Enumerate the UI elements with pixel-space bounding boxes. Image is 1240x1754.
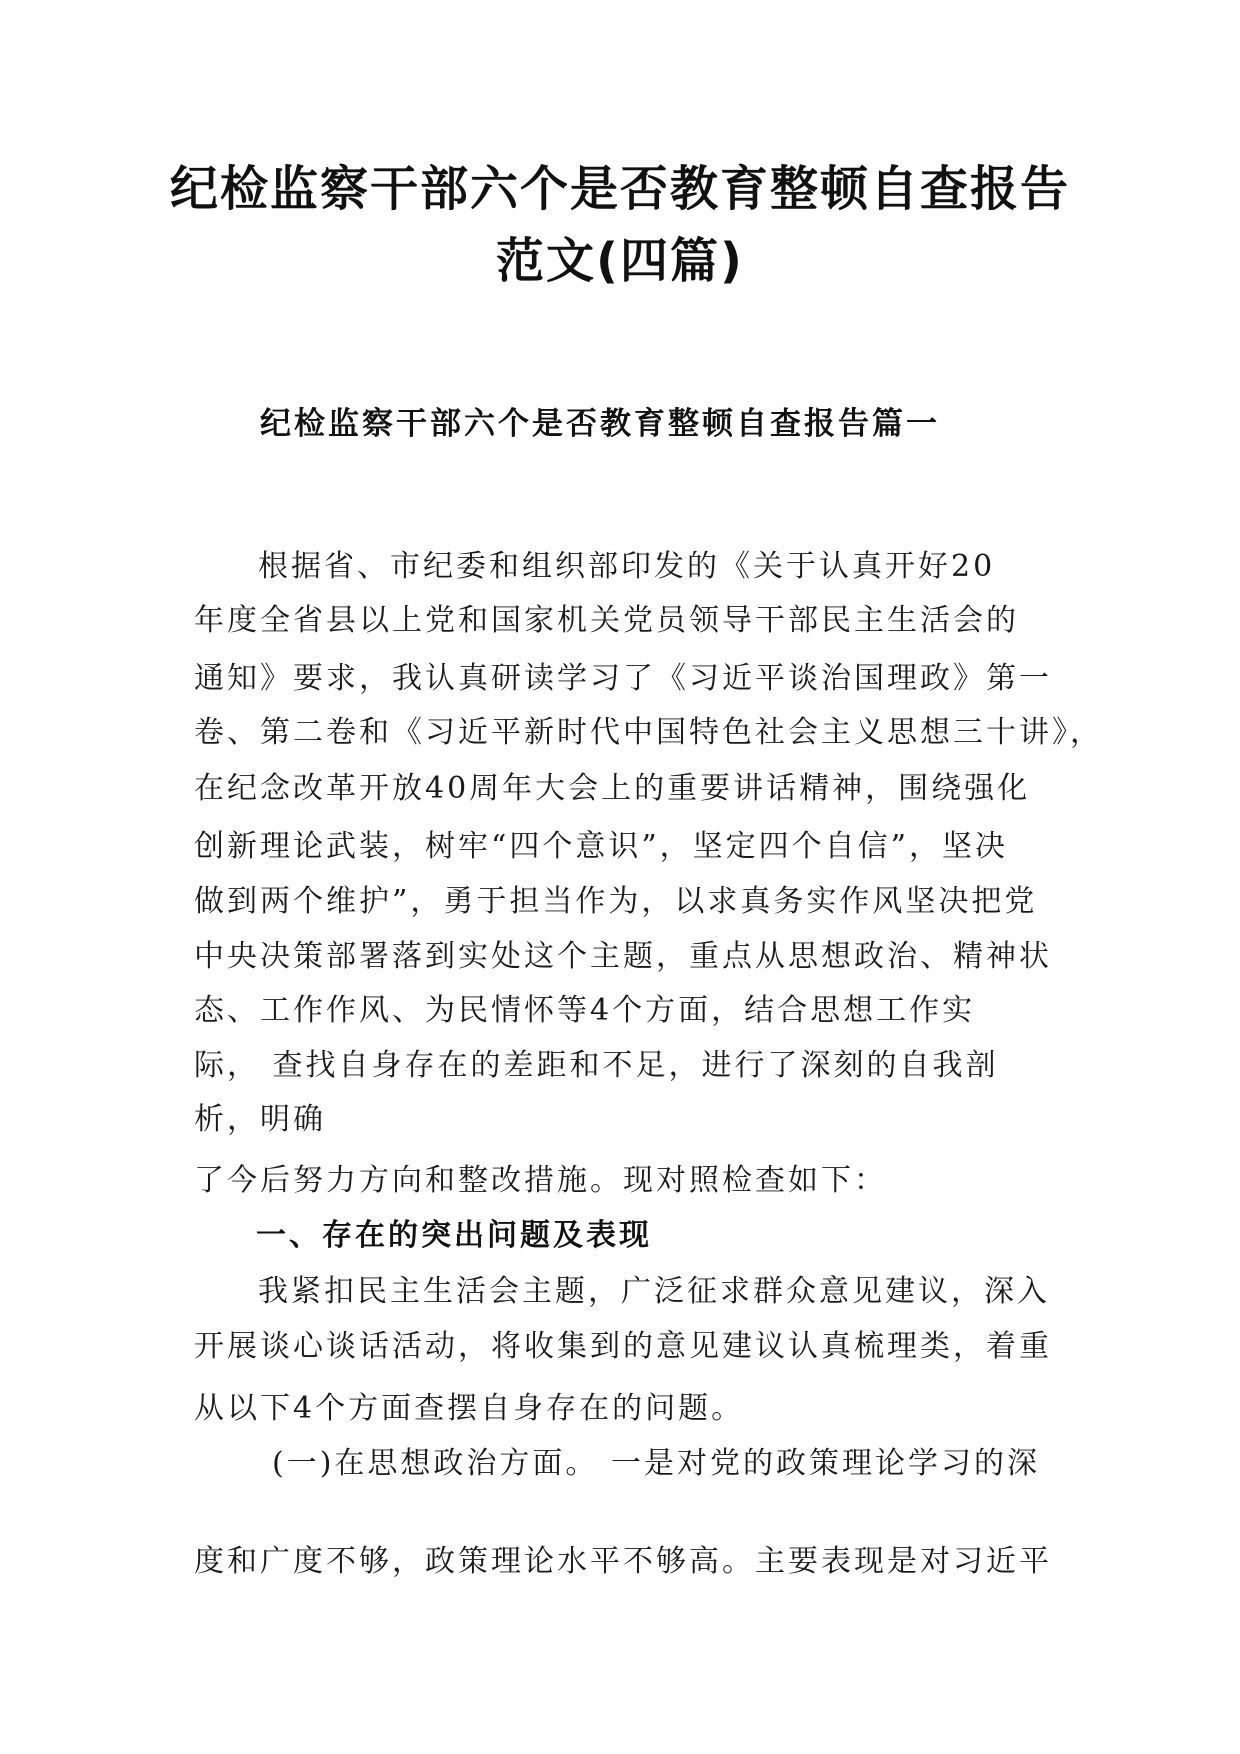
paragraph-line: 了今后努力方向和整改措施。现对照检查如下： — [194, 1163, 887, 1198]
paragraph-line: 我紧扣民主生活会主题，广泛征求群众意见建议，深入 — [258, 1274, 1050, 1309]
paragraph-line: 态、工作作风、为民情怀等4个方面，结合思想工作实 — [194, 993, 976, 1028]
paragraph-line: 年度全省县以上党和国家机关党员领导干部民主生活会的 — [194, 603, 1019, 638]
paragraph-line: 开展谈心谈话活动，将收集到的意见建议认真梳理类，着重 — [194, 1329, 1052, 1364]
paragraph-line: (一)在思想政治方面。 一是对党的政策理论学习的深 — [272, 1446, 1040, 1481]
paragraph-line: 际， 查找自身存在的差距和不足，进行了深刻的自我剖 — [194, 1048, 999, 1083]
paragraph-line: 卷、第二卷和《习近平新时代中国特色社会主义思想三十讲》， — [194, 715, 1103, 750]
paragraph-line: 中央决策部署落到实处这个主题，重点从思想政治、精神状 — [194, 939, 1052, 974]
paragraph-line: 做到两个维护”，勇于担当作为，以求真务实作风坚决把党 — [194, 884, 1038, 919]
paragraph-line: 创新理论武装，树牢“四个意识”，坚定四个自信”，坚决 — [194, 829, 1009, 864]
subheading-problems: 一、存在的突出问题及表现 — [256, 1218, 652, 1253]
paragraph-line: 在纪念改革开放40周年大会上的重要讲话精神，围绕强化 — [194, 771, 1031, 806]
document-title-line-1: 纪检监察干部六个是否教育整顿自查报告 — [169, 161, 1070, 217]
paragraph-line: 析，明确 — [194, 1102, 326, 1137]
paragraph-line: 根据省、市纪委和组织部印发的《关于认真开好20 — [258, 549, 996, 584]
paragraph-line: 从以下4个方面查摆自身存在的问题。 — [194, 1391, 745, 1426]
section-heading: 纪检监察干部六个是否教育整顿自查报告篇一 — [260, 406, 940, 442]
paragraph-line: 通知》要求，我认真研读学习了《习近平谈治国理政》第一 — [194, 661, 1052, 696]
paragraph-line: 度和广度不够，政策理论水平不够高。主要表现是对习近平 — [194, 1544, 1052, 1579]
document-title-line-2: 范文(四篇) — [496, 233, 744, 289]
